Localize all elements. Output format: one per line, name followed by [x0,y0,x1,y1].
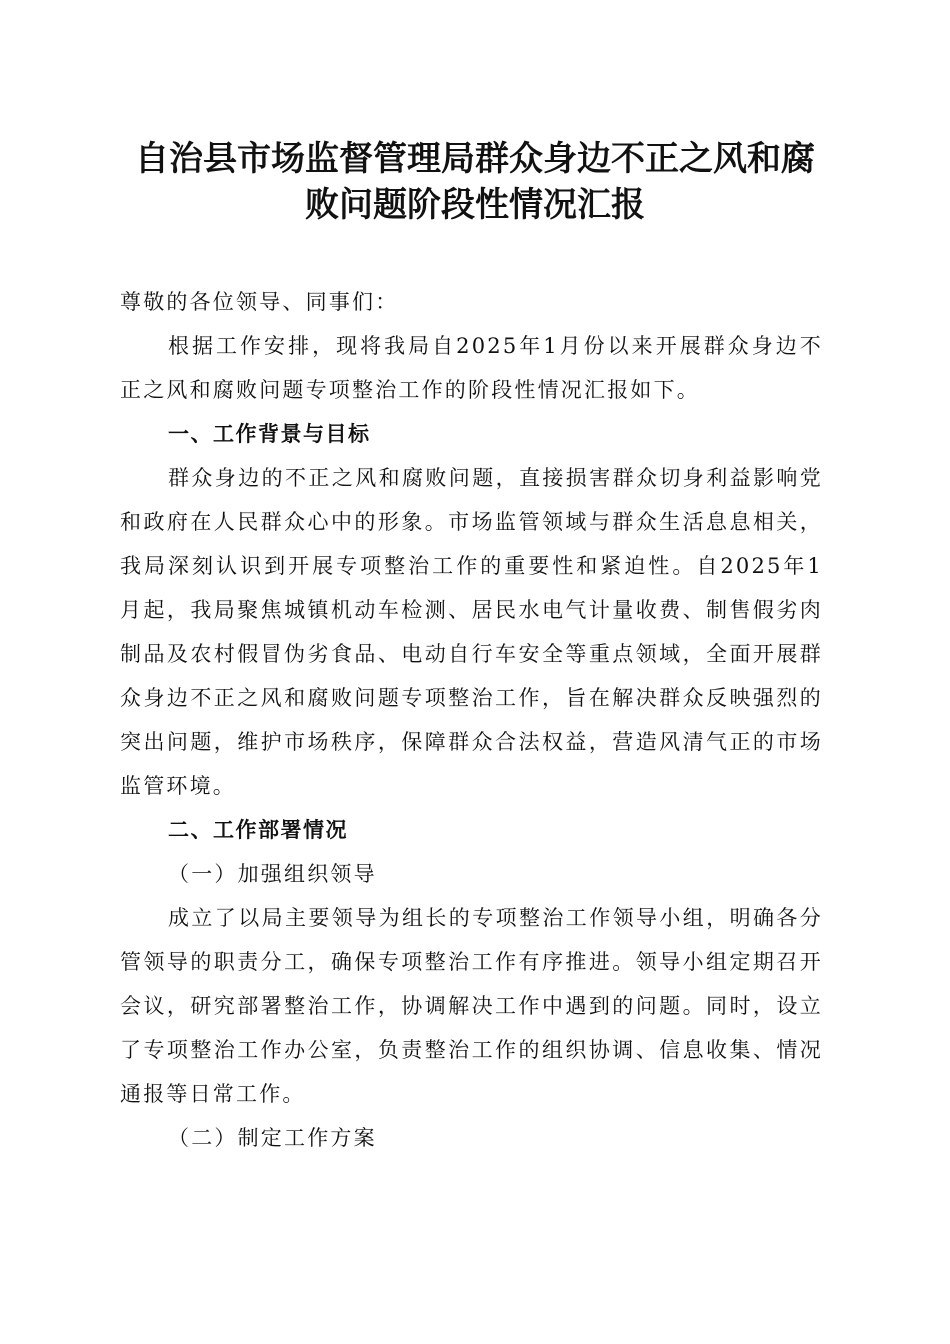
subsection-1-heading: （一）加强组织领导 [168,862,377,886]
document-body [120,280,823,1160]
title-line-1: 自治县市场监督管理局群众身边不正之风和腐 [135,139,815,179]
subsection-2-heading: （二）制定工作方案 [168,1126,377,1150]
salutation: 尊敬的各位领导、同事们： [120,290,399,314]
intro-paragraph: 根据工作安排，现将我局自2025年1月份以来开展群众身边不正之风和腐败问题专项整治工作的阶段性情况汇报如下。 [120,334,823,402]
subsection-1-paragraph: 成立了以局主要领导为组长的专项整治工作领导小组，明确各分管领导的职责分工，确保专项整治工作有序推进。领导小组定期召开会议，研究部署整治工作，协调解决工作中遇到的问题。同时，设立了专项整治工作办公室，负责整治工作的组织协调、信息收集、情况通报等日常工作。 [120,906,823,1106]
section-1-heading: 一、工作背景与目标 [168,422,371,446]
document-title [110,136,840,228]
section-1-paragraph: 群众身边的不正之风和腐败问题，直接损害群众切身利益影响党和政府在人民群众心中的形象。市场监管领域与群众生活息息相关，我局深刻认识到开展专项整治工作的重要性和紧迫性。自2025年1月起，我局聚焦城镇机动车检测、居民水电气计量收费、制售假劣肉制品及农村假冒伪劣食品、电动自行车安全等重点领域，全面开展群众身边不正之风和腐败问题专项整治工作，旨在解决群众反映强烈的突出问题，维护市场秩序，保障群众合法权益，营造风清气正的市场监管环境。 [120,466,823,798]
section-2-heading: 二、工作部署情况 [168,818,348,842]
title-line-2: 败问题阶段性情况汇报 [305,185,645,225]
